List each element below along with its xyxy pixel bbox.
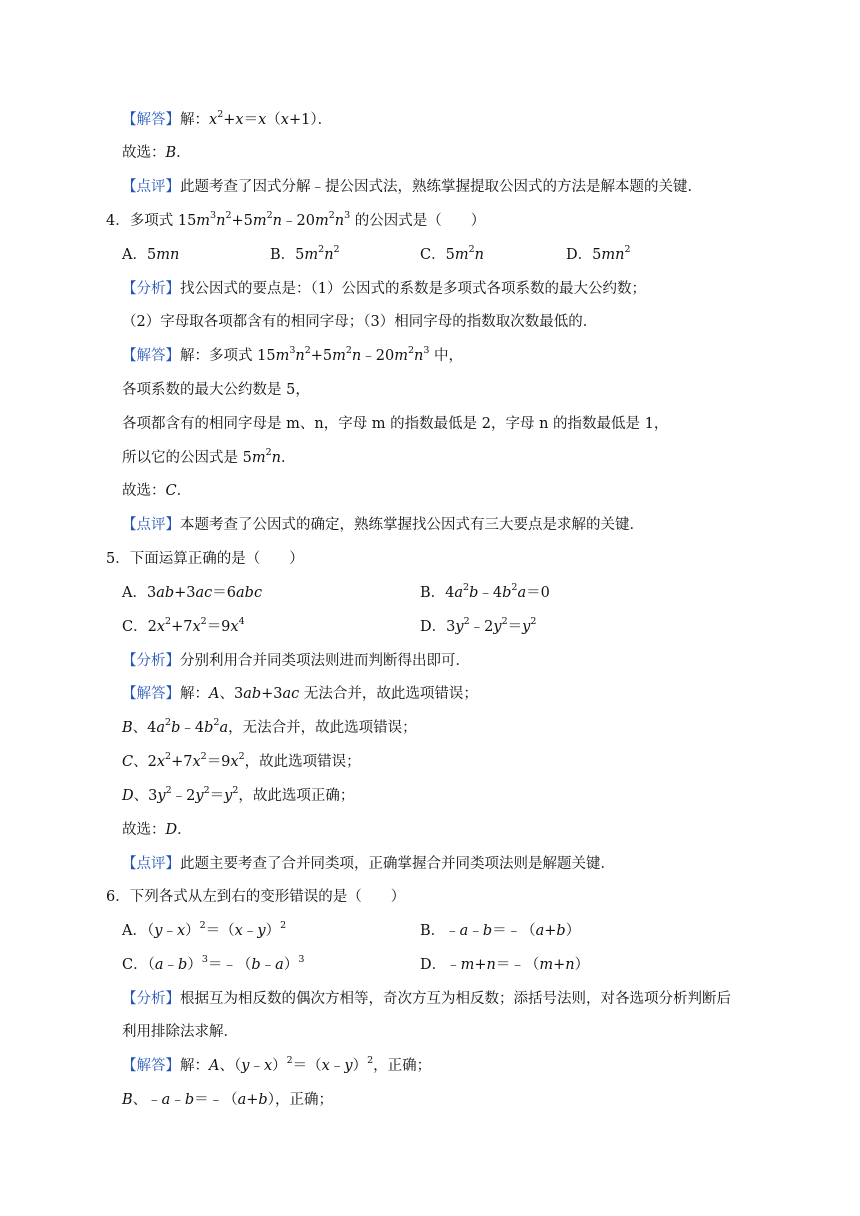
- q6-option-b: B．﹣a﹣b＝﹣（a+b）: [420, 923, 581, 939]
- q4-analysis-line2: （2）字母取各项都含有的相同字母；（3）相同字母的指数取次数最低的．: [122, 314, 598, 330]
- q5-comment-line: 【点评】此题主要考查了合并同类项，正确掌握合并同类项法则是解题关键．: [122, 856, 615, 872]
- q4-stem: 4．多项式 $15m^3n^2+5m^2n﹣20m^2n^3$ 的公因式是（ ）: [106, 210, 486, 229]
- q5-option-d: D．$3y^2﹣2y^2=y^2$: [420, 616, 537, 635]
- q5-stem: 5．下面运算正确的是（ ）: [106, 551, 304, 567]
- q5-option-a: A．3ab+3ac＝6abc: [122, 585, 263, 601]
- q6-option-c: C．（a﹣b）$^3$＝﹣（b﹣a）$^3$: [122, 954, 305, 973]
- q6-answer-a: 【解答】解：A、（y﹣x）$^2$＝（x﹣y）$^2$，正确；: [122, 1055, 432, 1074]
- q4-comment-line: 【点评】本题考查了公因式的确定，熟练掌握找公因式有三大要点是求解的关键．: [122, 517, 644, 533]
- q6-answer-b: B、﹣a﹣b＝﹣（a+b），正确；: [122, 1092, 333, 1108]
- q5-answer-d: D、$3y^2﹣2y^2=y^2$，故此选项正确；: [122, 785, 355, 804]
- q4-answer-line: 【解答】解：多项式 $15m^3n^2+5m^2n﹣20m^2n^3$ 中，: [122, 345, 464, 364]
- q5-option-b: B．$4a^2b﹣4b^2a=0$: [420, 582, 550, 601]
- q3-conclusion: 故选：B．: [122, 145, 191, 161]
- q5-analysis-line: 【分析】分别利用合并同类项法则进而判断得出即可．: [122, 653, 470, 669]
- q4-conclusion: 故选：C．: [122, 483, 192, 499]
- q4-gcd-line: 各项系数的最大公约数是 5，: [122, 382, 310, 398]
- q6-analysis-line1: 【分析】根据互为相反数的偶次方相等，奇次方互为相反数；添括号法则，对各选项分析判断后: [122, 991, 731, 1007]
- q6-option-d: D．﹣m+n＝﹣（m+n）: [420, 957, 590, 973]
- q5-answer-c: C、$2x^2+7x^2=9x^2$，故此选项错误；: [122, 751, 361, 770]
- q4-letters-line: 各项都含有的相同字母是 m、n，字母 m 的指数最低是 2，字母 n 的指数最低是 1，: [122, 416, 669, 432]
- q4-option-d: D．$5mn^2$: [566, 244, 631, 263]
- q5-option-c: C．$2x^2+7x^2=9x^4$: [122, 616, 245, 635]
- q4-option-a: A．5mn: [122, 247, 180, 263]
- q6-analysis-line2: 利用排除法求解．: [122, 1024, 238, 1040]
- q3-comment-line: 【点评】此题考查了因式分解﹣提公因式法，熟练掌握提取公因式的方法是解本题的关键．: [122, 179, 702, 195]
- q4-analysis-line1: 【分析】找公因式的要点是：（1）公因式的系数是多项式各项系数的最大公约数；: [122, 281, 646, 297]
- q4-result-line: 所以它的公因式是 $5m^2n$．: [122, 447, 296, 466]
- q6-option-a: A．（y﹣x）$^2$＝（x﹣y）$^2$: [122, 920, 287, 939]
- q5-answer-b: B、$4a^2b﹣4b^2a$，无法合并，故此选项错误；: [122, 717, 417, 736]
- q4-option-b: B．$5m^2n^2$: [270, 244, 340, 263]
- q5-conclusion: 故选：D．: [122, 822, 192, 838]
- q3-answer-line: 【解答】解：$x^2+x=x(x+1)$．: [122, 109, 333, 128]
- q4-option-c: C．$5m^2n$: [420, 244, 484, 263]
- q5-answer-a: 【解答】解：A、3ab+3ac 无法合并，故此选项错误；: [122, 686, 478, 702]
- q6-stem: 6．下列各式从左到右的变形错误的是（ ）: [106, 889, 406, 905]
